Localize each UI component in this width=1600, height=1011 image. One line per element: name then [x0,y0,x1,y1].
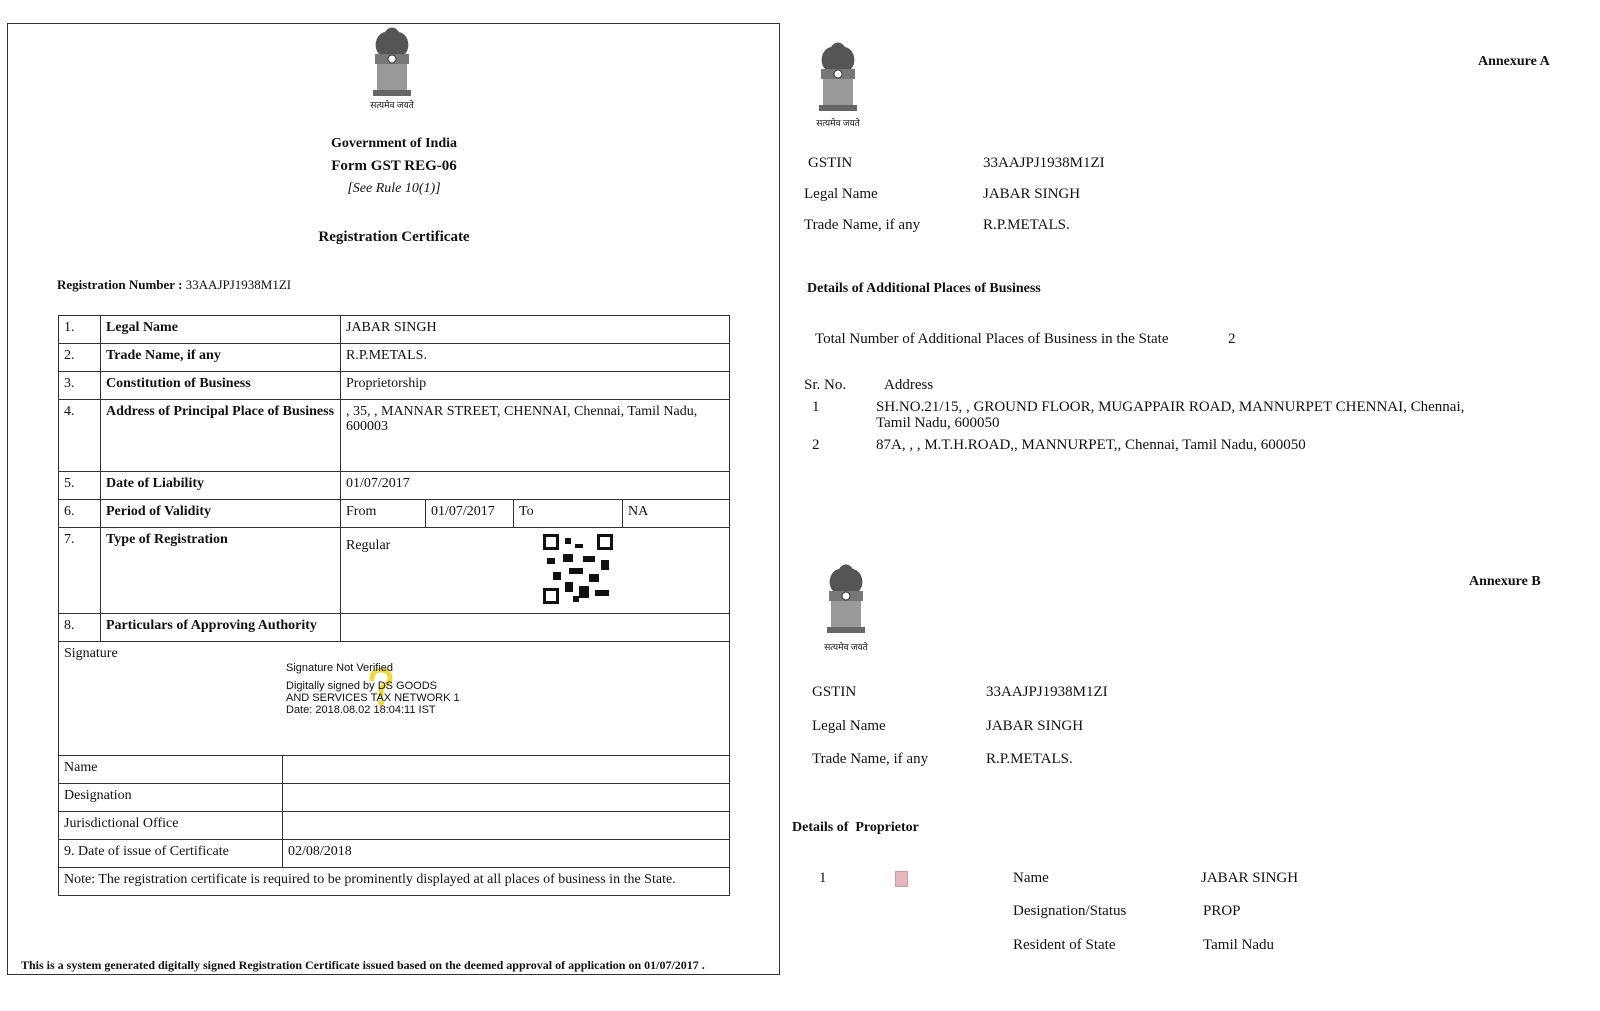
table-cell: Type of Registration [101,528,341,614]
table-cell: Constitution of Business [101,372,341,400]
total-places-value: 2 [1228,331,1236,347]
table-row [59,784,730,812]
table-row [59,812,730,840]
gstin-label: GSTIN [812,684,857,700]
table-cell: 01/07/2017 [426,500,514,528]
table-row [59,344,730,372]
table-row [59,400,730,472]
table-cell: 7. [59,528,101,614]
table-cell [59,642,730,756]
emblem-icon [365,26,419,98]
resident-label: Resident of State [1013,937,1116,953]
proprietor-heading: Details of Proprietor [792,820,919,835]
table-cell: 8. [59,614,101,642]
table-cell: Period of Validity [101,500,341,528]
table-row [59,372,730,400]
national-emblem [362,26,422,111]
gstin-value: 33AAJPJ1938M1ZI [983,155,1105,171]
table-cell: Legal Name [101,316,341,344]
registration-number [57,277,291,293]
national-emblem [816,558,876,653]
certificate-table [58,315,730,756]
trade-name-label: Trade Name, if any [804,217,921,233]
legal-name-value: JABAR SINGH [983,186,1081,202]
table-cell: Name [59,756,283,784]
table-cell: Particulars of Approving Authority [101,614,341,642]
signature-label: Signature [64,646,118,661]
table-cell [283,812,730,840]
trade-name-value: R.P.METALS. [986,751,1073,767]
authority-table [58,755,730,896]
designation-label: Designation/Status [1013,903,1127,919]
emblem-motto: सत्यमेव जयते [824,642,868,652]
legal-name-value: JABAR SINGH [986,718,1084,734]
signature-text: Digitally signed by DS GOODS [286,680,437,692]
table-cell: R.P.METALS. [341,344,730,372]
proprietor-sr: 1 [819,870,827,886]
table-row [59,840,730,868]
table-row [59,472,730,500]
table-row [59,316,730,344]
table-row [59,756,730,784]
resident-value: Tamil Nadu [1203,937,1275,953]
signature-text: Date: 2018.08.02 18:04:11 IST [286,704,436,716]
table-row [59,614,730,642]
place-address: 87A, , , M.T.H.ROAD,, MANNURPET,, Chennai, Tamil Nadu, 600050 [876,437,1306,453]
place-sr: 1 [812,399,820,415]
proprietor-name-label: Name [1013,870,1049,886]
rule-ref: [See Rule 10(1)] [347,181,441,196]
reg-label: Registration Number : [57,277,183,292]
table-row [59,500,730,528]
address-header: Address [884,377,934,393]
legal-name-label: Legal Name [804,186,878,202]
table-cell [341,528,730,614]
signature-text: AND SERVICES TAX NETWORK 1 [286,692,460,704]
table-row [59,528,730,614]
table-cell: 9. Date of issue of Certificate [59,840,283,868]
emblem-icon [819,558,873,640]
digital-signature[interactable] [286,662,460,716]
emblem-motto: सत्यमेव जयते [370,100,414,110]
table-cell: 6. [59,500,101,528]
table-row [59,868,730,896]
table-cell: 3. [59,372,101,400]
additional-places-heading: Details of Additional Places of Business [807,281,1041,296]
table-cell: 4. [59,400,101,472]
table-cell: Proprietorship [341,372,730,400]
table-cell: Address of Principal Place of Business [101,400,341,472]
emblem-icon [811,38,865,116]
signature-row [59,642,730,756]
total-places-label: Total Number of Additional Places of Business in the State [815,331,1169,347]
table-cell: NA [623,500,730,528]
legal-name-label: Legal Name [812,718,886,734]
trade-name-label: Trade Name, if any [812,751,929,767]
certificate-title: Registration Certificate [318,229,470,245]
reg-value: 33AAJPJ1938M1ZI [185,277,292,292]
table-cell: Trade Name, if any [101,344,341,372]
qr-code-icon[interactable] [543,534,613,604]
table-cell [341,614,730,642]
place-address: SH.NO.21/15, , GROUND FLOOR, MUGAPPAIR ROAD, MANNURPET CHENNAI, Chennai, Tamil Nadu, 600050 [876,399,1465,431]
national-emblem [808,38,868,129]
table-cell [283,756,730,784]
table-cell: Date of Liability [101,472,341,500]
table-cell: 1. [59,316,101,344]
table-cell: From [341,500,426,528]
table-cell: , 35, , MANNAR STREET, CHENNAI, Chennai, Tamil Nadu, 600003 [341,400,730,472]
table-cell [283,784,730,812]
table-cell: Designation [59,784,283,812]
annexure-a-title: Annexure A [1478,54,1550,69]
table-cell: Note: The registration certificate is required to be prominently displayed at all places of business in the State. [59,868,730,896]
place-sr: 2 [812,437,820,453]
gstin-value: 33AAJPJ1938M1ZI [986,684,1108,700]
proprietor-name: JABAR SINGH [1201,870,1299,886]
table-cell: 02/08/2018 [283,840,730,868]
table-cell: 5. [59,472,101,500]
gstin-label: GSTIN [808,155,853,171]
designation-value: PROP [1203,903,1241,919]
table-cell: Jurisdictional Office [59,812,283,840]
trade-name-value: R.P.METALS. [983,217,1070,233]
emblem-motto: सत्यमेव जयते [816,118,860,128]
table-cell: JABAR SINGH [341,316,730,344]
registration-type: Regular [346,538,391,553]
table-cell: 01/07/2017 [341,472,730,500]
form-title: Form GST REG-06 [331,158,457,174]
table-cell: To [514,500,623,528]
certificate-footer: This is a system generated digitally signed Registration Certificate issued based on the deemed approval of application on 01/07/2017 . [21,958,705,972]
sr-no-header: Sr. No. [804,377,847,393]
proprietor-photo[interactable] [895,871,908,887]
annexure-b-title: Annexure B [1469,574,1541,589]
table-cell: 2. [59,344,101,372]
gov-heading: Government of India [331,136,457,151]
signature-text: Signature Not Verified [286,662,394,674]
